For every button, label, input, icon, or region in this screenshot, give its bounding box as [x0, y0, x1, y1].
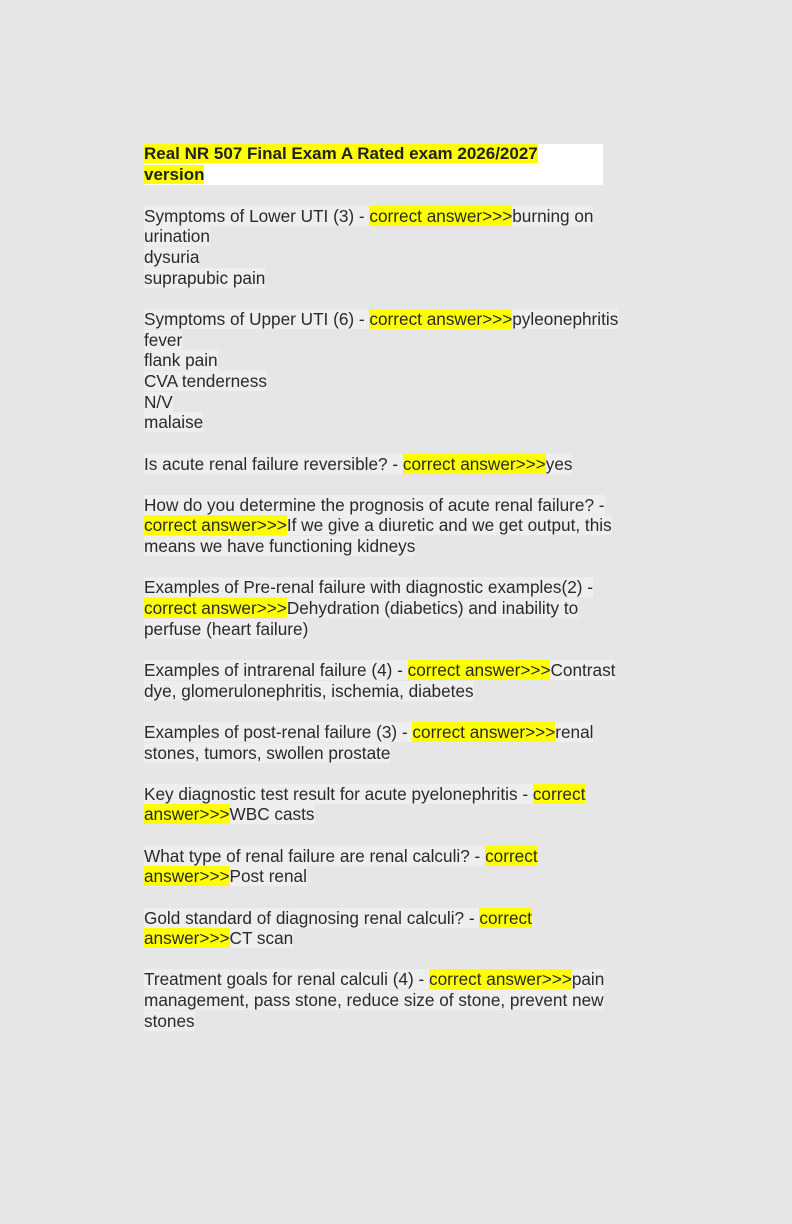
- answer-line: dysuria: [144, 246, 200, 267]
- answer-label: correct answer>>>: [144, 515, 287, 536]
- qa-item: [144, 495, 644, 557]
- title-line-2: version: [144, 164, 205, 184]
- answer-line: flank pain: [144, 350, 218, 371]
- answer-label: correct answer>>>: [407, 659, 551, 680]
- answer-line: malaise: [144, 412, 204, 433]
- answer-label: correct answer>>>: [144, 598, 287, 619]
- answer-text: pain: [571, 969, 605, 990]
- document-page: [144, 144, 644, 1032]
- answer-line: means we have functioning kidneys: [144, 536, 416, 557]
- question-text: Gold standard of diagnosing renal calculi? -: [144, 907, 480, 928]
- answer-label: correct: [532, 783, 586, 804]
- answer-line: CVA tenderness: [144, 370, 267, 391]
- answer-text: pyleonephritis: [512, 308, 619, 329]
- answer-text: If we give a diuretic and we get output, this: [286, 515, 612, 536]
- qa-item: [144, 206, 644, 289]
- answer-line: management, pass stone, reduce size of stone, prevent new: [144, 990, 604, 1011]
- answer-label: correct answer>>>: [402, 453, 546, 474]
- question-text: Examples of intrarenal failure (4) -: [144, 659, 408, 680]
- answer-label: correct answer>>>: [428, 969, 572, 990]
- answer-line: urination: [144, 226, 210, 247]
- title-line-1: Real NR 507 Final Exam A Rated exam 2026/2027: [144, 144, 538, 163]
- answer-line: stones: [144, 1010, 195, 1031]
- answer-line: perfuse (heart failure): [144, 618, 309, 639]
- answer-label: correct answer>>>: [412, 721, 556, 742]
- question-text: Is acute renal failure reversible? -: [144, 453, 403, 474]
- question-text: Examples of post-renal failure (3) -: [144, 721, 413, 742]
- document-title: [144, 144, 603, 185]
- qa-item: [144, 846, 644, 887]
- qa-item: [144, 969, 644, 1031]
- answer-text: Post renal: [229, 866, 307, 887]
- answer-line: dye, glomerulonephritis, ischemia, diabetes: [144, 680, 474, 701]
- answer-text: yes: [545, 453, 573, 474]
- answer-label: correct answer>>>: [369, 308, 513, 329]
- question-text: Key diagnostic test result for acute pyelonephritis -: [144, 783, 533, 804]
- question-text: How do you determine the prognosis of acute renal failure? -: [144, 494, 605, 515]
- answer-line: suprapubic pain: [144, 267, 266, 288]
- question-text: Symptoms of Upper UTI (6) -: [144, 308, 370, 329]
- qa-item: [144, 660, 644, 701]
- answer-label: answer>>>: [144, 866, 230, 887]
- answer-label: correct answer>>>: [369, 205, 513, 226]
- qa-item: [144, 309, 644, 433]
- qa-item: [144, 784, 644, 825]
- answer-label: correct: [485, 845, 538, 866]
- answer-text: renal: [555, 721, 594, 742]
- answer-text: CT scan: [229, 928, 294, 949]
- qa-item: [144, 722, 644, 763]
- answer-text: Contrast: [550, 659, 616, 680]
- qa-item: [144, 454, 644, 475]
- answer-line: stones, tumors, swollen prostate: [144, 742, 391, 763]
- question-text: Symptoms of Lower UTI (3) -: [144, 205, 370, 226]
- question-text: Treatment goals for renal calculi (4) -: [144, 969, 429, 990]
- qa-item: [144, 577, 644, 639]
- answer-label: answer>>>: [144, 804, 230, 825]
- qa-item: [144, 908, 644, 949]
- answer-label: correct: [479, 907, 532, 928]
- answer-line: N/V: [144, 391, 173, 412]
- answer-text: WBC casts: [229, 804, 315, 825]
- answer-text: Dehydration (diabetics) and inability to: [286, 598, 579, 619]
- question-text: What type of renal failure are renal calculi? -: [144, 845, 486, 866]
- answer-line: fever: [144, 329, 183, 350]
- answer-text: burning on: [512, 205, 594, 226]
- question-text: Examples of Pre-renal failure with diagnostic examples(2) -: [144, 577, 593, 598]
- answer-label: answer>>>: [144, 928, 230, 949]
